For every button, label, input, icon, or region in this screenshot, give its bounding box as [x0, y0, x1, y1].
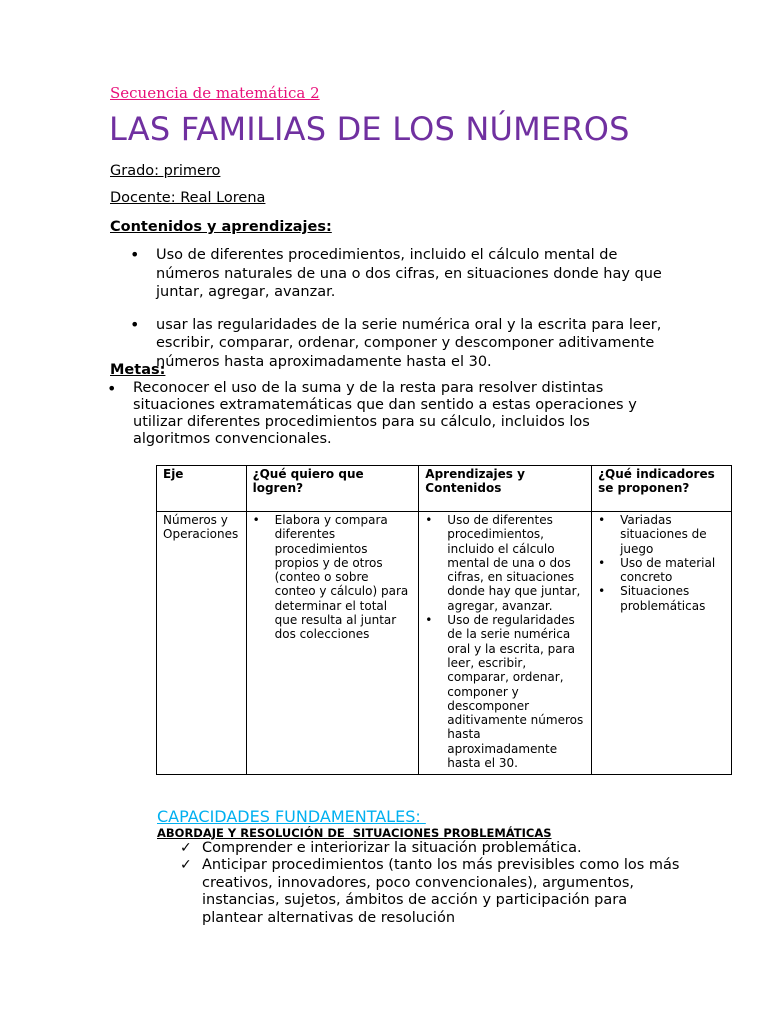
capacidades-list	[180, 840, 680, 927]
contents-item: • usar las regularidades de la serie numérica oral y la escrita para leer, escribir, comparar, ordenar, componer y descomponer aditivamente números hasta aproximadamente hasta el 30.	[130, 316, 670, 372]
contents-item: • Uso de diferentes procedimientos, incluido el cálculo mental de números naturales de una o dos cifras, en situaciones donde hay que juntar, agregar, avanzar.	[130, 246, 670, 302]
page-title: LAS FAMILIAS DE LOS NÚMEROS	[109, 110, 630, 148]
list-item: • Uso de material concreto	[596, 556, 725, 585]
list-item: • Uso de diferentes procedimientos, incluido el cálculo mental de una o dos cifras, en situaciones donde hay que juntar, agregar, avanzar.	[423, 513, 585, 613]
metas-list	[107, 380, 667, 448]
teacher-line: Docente: Real Lorena	[110, 190, 266, 206]
capacidades-heading: CAPACIDADES FUNDAMENTALES:	[157, 807, 426, 826]
list-item: • Variadas situaciones de juego	[596, 513, 725, 556]
check-item: ✓ Anticipar procedimientos (tanto los más previsibles como los más creativos, innovadores, poco convencionales), argumentos, instancias, sujetos, ámbitos de acción y participación para plantear alternativas de resolución	[180, 857, 680, 927]
cell-aprendizajes	[419, 512, 592, 775]
cell-indicadores	[592, 512, 732, 775]
planning-table	[156, 465, 732, 775]
metas-heading: Metas:	[110, 362, 166, 378]
table-header-row	[157, 466, 732, 512]
contents-heading: Contenidos y aprendizajes:	[110, 219, 332, 235]
grade-line: Grado: primero	[110, 163, 221, 179]
list-item: • Elabora y compara diferentes procedimientos propios y de otros (conteo o sobre conteo y cálculo) para determinar el total que resulta al juntar dos colecciones	[251, 513, 413, 642]
header-eje: Eje	[157, 466, 247, 512]
sequence-label: Secuencia de matemática 2	[110, 84, 320, 102]
cell-logros	[246, 512, 419, 775]
abordaje-subheading: ABORDAJE Y RESOLUCIÓN DE SITUACIONES PROBLEMÁTICAS	[157, 826, 552, 840]
contents-list	[130, 246, 670, 385]
table-row	[157, 512, 732, 775]
check-item: ✓ Comprender e interiorizar la situación problemática.	[180, 840, 680, 857]
metas-item: • Reconocer el uso de la suma y de la resta para resolver distintas situaciones extramatemáticas que dan sentido a estas operaciones y utilizar diferentes procedimientos para su cálculo, incluidos los algoritmos convencionales.	[107, 380, 667, 448]
list-item: • Uso de regularidades de la serie numérica oral y la escrita, para leer, escribir, comparar, ordenar, componer y descomponer aditivamente números hasta aproximadamente hasta el 30.	[423, 613, 585, 770]
cell-eje: Números y Operaciones	[157, 512, 247, 775]
header-logros: ¿Qué quiero que logren?	[246, 466, 419, 512]
list-item: • Situaciones problemáticas	[596, 584, 725, 613]
header-aprendizajes: Aprendizajes y Contenidos	[419, 466, 592, 512]
header-indicadores: ¿Qué indicadores se proponen?	[592, 466, 732, 512]
